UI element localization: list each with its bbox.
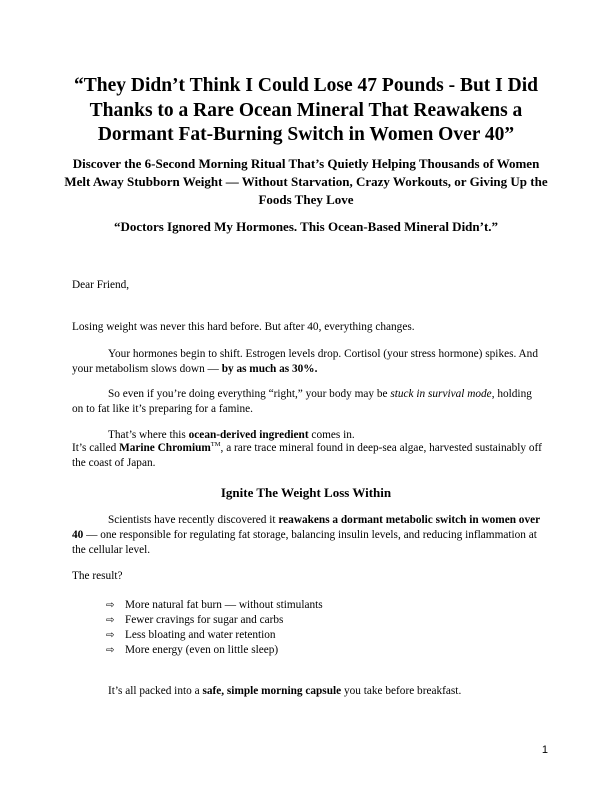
paragraph-ingredient-before: That’s where this [108, 429, 189, 441]
product-name: Marine Chromium [119, 442, 211, 454]
list-item [106, 628, 526, 643]
list-item [106, 613, 526, 628]
paragraph-science-after: — one responsible for regulating fat storage, balancing insulin levels, and reducing inflammation at the cellular level. [72, 529, 537, 556]
salutation: Dear Friend, [72, 279, 130, 291]
paragraph-hormones-text: Your hormones begin to shift. Estrogen levels drop. Cortisol (your stress hormone) spikes. And your metabolism slows down — [72, 348, 538, 375]
section-heading: Ignite The Weight Loss Within [220, 485, 392, 500]
paragraph-science-emphasis: reawakens a dormant metabolic switch in women over 40 [72, 514, 540, 541]
benefit-text: Less bloating and water retention [125, 629, 276, 641]
result-label: The result? [72, 570, 123, 582]
benefit-text: More energy (even on little sleep) [125, 644, 279, 656]
page-number: 1 [541, 744, 548, 756]
double-arrow-right-icon: ⇨ [106, 630, 115, 641]
list-item [106, 643, 526, 658]
paragraph-survival-before: So even if you’re doing everything “right,” your body may be [108, 388, 391, 400]
paragraph-hormones-emphasis: by as much as 30%. [221, 363, 318, 375]
paragraph-marine-after: , a rare trace mineral found in deep-sea algae, harvested sustainably off the coast of Japan. [72, 442, 542, 469]
paragraph-marine-chromium [72, 441, 542, 471]
paragraph-ingredient-after: comes in. [308, 429, 355, 441]
paragraph-survival-emphasis: stuck in survival mode [390, 388, 492, 400]
benefit-text: Fewer cravings for sugar and carbs [125, 614, 284, 626]
paragraph-science-before: Scientists have recently discovered it [108, 514, 279, 526]
paragraph-ingredient-emphasis: ocean-derived ingredient [188, 429, 309, 441]
paragraph-science [72, 513, 542, 558]
paragraph-capsule-emphasis: safe, simple morning capsule [202, 685, 342, 697]
paragraph-survival-after: , holding on to fat like it’s preparing for a famine. [72, 388, 532, 415]
benefit-text: More natural fat burn — without stimulants [125, 599, 323, 611]
double-arrow-right-icon: ⇨ [106, 600, 115, 611]
trademark-mark: TM [210, 441, 221, 449]
paragraph-hormones [72, 347, 542, 377]
paragraph-marine-before: It’s called [72, 442, 120, 454]
double-arrow-right-icon: ⇨ [106, 615, 115, 626]
list-item [106, 598, 526, 613]
headline: “They Didn’t Think I Could Lose 47 Pounds - But I Did Thanks to a Rare Ocean Mineral That Reawakens a Dormant Fat-Burning Switch in Women Over 40” [73, 75, 538, 145]
paragraph-intro: Losing weight was never this hard before. But after 40, everything changes. [72, 321, 415, 333]
paragraph-capsule-before: It’s all packed into a [108, 685, 203, 697]
paragraph-capsule-after: you take before breakfast. [341, 685, 462, 697]
pull-quote: “Doctors Ignored My Hormones. This Ocean-Based Mineral Didn’t.” [113, 219, 499, 234]
benefits-list [106, 598, 526, 658]
paragraph-capsule [72, 684, 542, 699]
subheadline: Discover the 6-Second Morning Ritual That’s Quietly Helping Thousands of Women Melt Away Stubborn Weight — Without Starvation, Crazy Workouts, or Giving Up the Foods They Love [64, 156, 548, 207]
paragraph-survival [72, 387, 542, 417]
double-arrow-right-icon: ⇨ [106, 645, 115, 656]
